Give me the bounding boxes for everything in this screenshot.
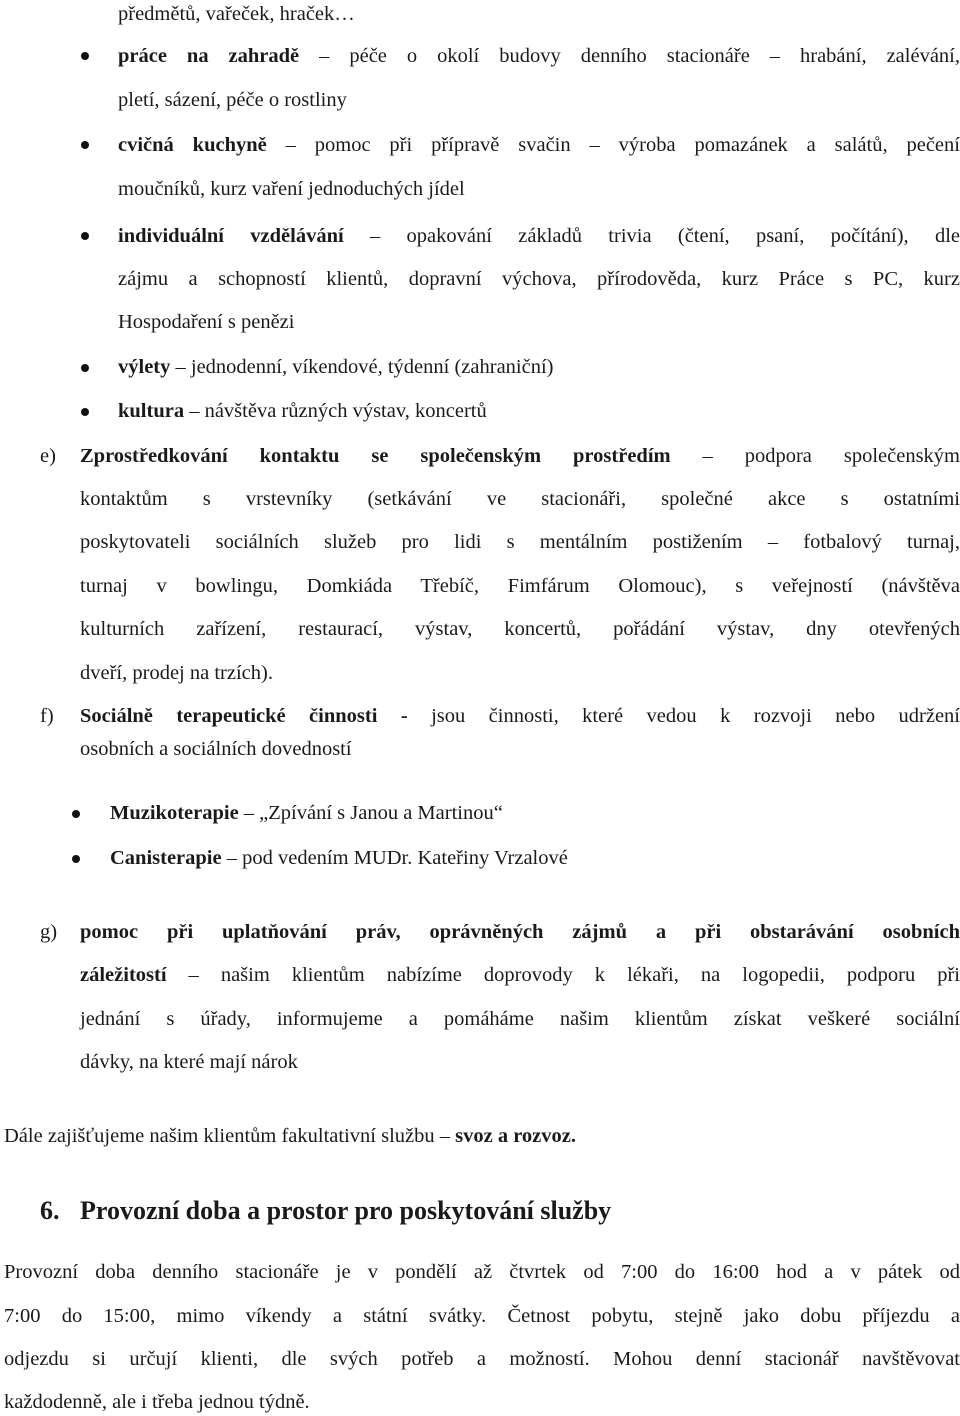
text-line: moučníků, kurz vaření jednoduchých jídel [118, 178, 465, 200]
bullet-icon [81, 408, 89, 416]
text-line: jednání s úřady, informujeme a pomáháme našim klientům získat veškeré sociální [80, 1008, 960, 1030]
text-line: 7:00 do 15:00, mimo víkendy a státní svátky. Četnost pobytu, stejně jako dobu příjezdu a [4, 1305, 960, 1327]
text-line: kontaktům s vrstevníky (setkávání ve stacionáři, společné akce s ostatními [80, 488, 960, 510]
text-line: turnaj v bowlingu, Domkiáda Třebíč, Fimfárum Olomouc), s veřejností (návštěva [80, 575, 960, 597]
text-line: dveří, prodej na trzích). [80, 662, 273, 684]
bullet-icon [72, 855, 80, 863]
text-line: Hospodaření s penězi [118, 311, 295, 333]
list-item-canistherapy: Canisterapie – pod vedením MUDr. Kateřiny Vrzalové [110, 847, 568, 869]
text-line: Provozní doba denního stacionáře je v pondělí až čtvrtek od 7:00 do 16:00 hod a v pátek od [4, 1261, 960, 1283]
text-line: pletí, sázení, péče o rostliny [118, 89, 347, 111]
text-line: dávky, na které mají nárok [80, 1051, 298, 1073]
section-f-heading: Sociálně terapeutické činnosti - jsou činnosti, které vedou k rozvoji nebo udržení [80, 705, 960, 727]
text-line: každodenně, ale i třeba jednou týdně. [4, 1391, 310, 1413]
text-line: odjezdu si určují klienti, dle svých potřeb a možností. Mohou denní stacionář navštěvovat [4, 1348, 960, 1370]
paragraph-transport: Dále zajišťujeme našim klientům fakultativní službu – svoz a rozvoz. [4, 1125, 577, 1147]
section-e-heading: Zprostředkování kontaktu se společenským prostředím – podpora společenským [80, 445, 960, 467]
section-marker-e: e) [40, 445, 56, 467]
heading-number: 6. [40, 1196, 60, 1225]
text-line: poskytovateli sociálních služeb pro lidi s mentálním postižením – fotbalový turnaj, [80, 531, 960, 553]
section-marker-f: f) [40, 705, 54, 727]
bullet-icon [81, 232, 89, 240]
text-line: osobních a sociálních dovedností [80, 738, 352, 760]
bullet-icon [81, 364, 89, 372]
bullet-icon [81, 141, 89, 149]
list-item-music-therapy: Muzikoterapie – „Zpívání s Janou a Martinou“ [110, 802, 503, 824]
text-line: záležitostí – našim klientům nabízíme doprovody k lékaři, na logopedii, podporu při [80, 964, 960, 986]
list-item-garden: práce na zahradě – péče o okolí budovy denního stacionáře – hrabání, zalévání, [118, 45, 960, 67]
list-item-education: individuální vzdělávání – opakování základů trivia (čtení, psaní, počítání), dle [118, 225, 960, 247]
list-item-culture: kultura – návštěva různých výstav, koncertů [118, 400, 487, 422]
text-line: zájmu a schopností klientů, dopravní výchova, přírodověda, kurz Práce s PC, kurz [118, 268, 960, 290]
text-line: předmětů, vařeček, hraček… [118, 3, 355, 25]
bullet-icon [72, 810, 80, 818]
bullet-icon [81, 52, 89, 60]
section-marker-g: g) [40, 921, 58, 943]
section-heading: Provozní doba a prostor pro poskytování služby [80, 1196, 612, 1225]
section-g-heading: pomoc při uplatňování práv, oprávněných zájmů a při obstarávání osobních [80, 921, 960, 943]
list-item-trips: výlety – jednodenní, víkendové, týdenní (zahraniční) [118, 356, 554, 378]
list-item-kitchen: cvičná kuchyně – pomoc při přípravě svačin – výroba pomazánek a salátů, pečení [118, 134, 960, 156]
text-line: kulturních zařízení, restaurací, výstav, koncertů, pořádání výstav, dny otevřených [80, 618, 960, 640]
